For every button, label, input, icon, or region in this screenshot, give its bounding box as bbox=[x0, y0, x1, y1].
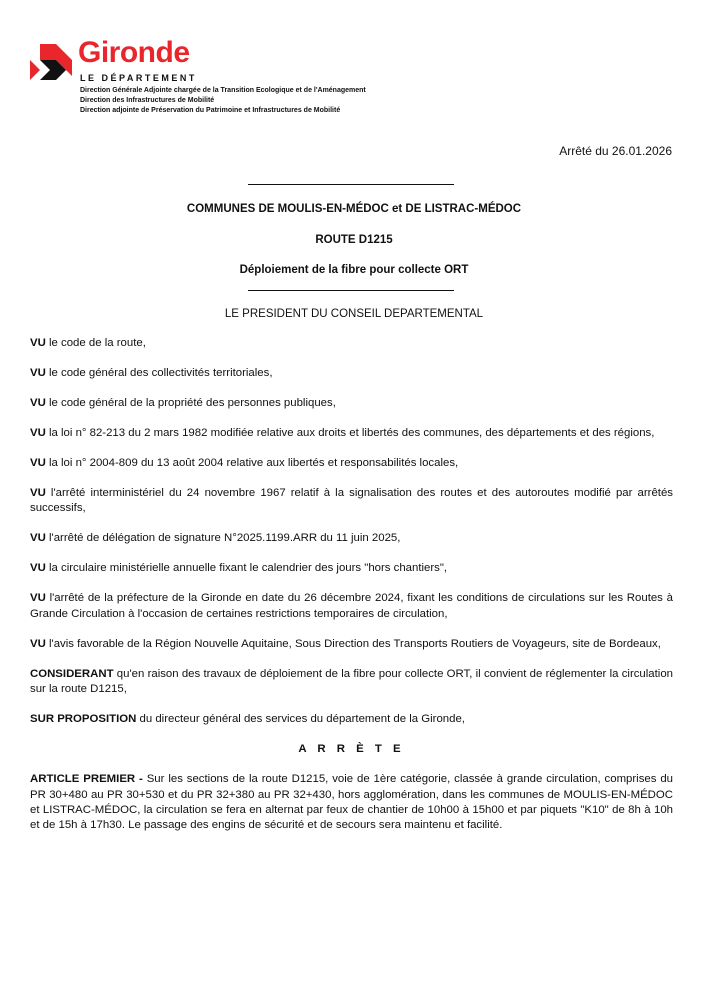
visa-paragraph: VU le code général de la propriété des personnes publiques, bbox=[30, 397, 336, 409]
arrete-date: Arrêté du 26.01.2026 bbox=[559, 144, 672, 158]
visa-paragraph: VU la loi n° 82-213 du 2 mars 1982 modifiée relative aux droits et libertés des communes, des départements et des régions, bbox=[30, 427, 655, 439]
gironde-logo-icon bbox=[26, 40, 76, 90]
divider-bottom bbox=[248, 290, 454, 291]
visa-paragraph: VU l'avis favorable de la Région Nouvelle Aquitaine, Sous Direction des Transports Routiers de Voyageurs, site de Bordeaux, bbox=[30, 637, 661, 650]
object-title: Déploiement de la fibre pour collecte ORT bbox=[239, 264, 469, 276]
communes-title: COMMUNES DE MOULIS-EN-MÉDOC et DE LISTRAC-MÉDOC bbox=[186, 203, 522, 215]
logo-subtitle: LE DÉPARTEMENT bbox=[80, 73, 197, 83]
logo-name: Gironde bbox=[78, 36, 190, 69]
letterhead bbox=[26, 36, 446, 126]
arrete-heading: A R R È T E bbox=[298, 743, 405, 756]
considerant-paragraph: CONSIDERANT qu'en raison des travaux de déploiement de la fibre pour collecte ORT, il convient de réglementer la circulation sur la route D1215, bbox=[30, 667, 673, 696]
arrete-body bbox=[30, 336, 673, 848]
directions-block bbox=[80, 86, 366, 116]
visa-paragraph: VU l'arrêté de la préfecture de la Gironde en date du 26 décembre 2024, fixant les conditions de circulations sur les Routes à Grande Circulation à l'occasion de certaines restrictions temporaires de circulation, bbox=[30, 592, 673, 620]
visa-paragraph: VU le code général des collectivités territoriales, bbox=[30, 367, 273, 379]
visa-paragraph: VU l'arrêté interministériel du 24 novembre 1967 relatif à la signalisation des routes et des autoroutes modifié par arrêtés successifs, bbox=[30, 487, 673, 515]
visa-paragraph: VU la circulaire ministérielle annuelle fixant le calendrier des jours "hors chantiers", bbox=[30, 562, 448, 575]
divider-top bbox=[248, 184, 454, 185]
direction-line: Direction Générale Adjointe chargée de la Transition Ecologique et de l'Aménagement bbox=[80, 87, 366, 94]
direction-line: Direction adjointe de Préservation du Patrimoine et Infrastructures de Mobilité bbox=[80, 107, 341, 114]
visa-paragraph: VU l'arrêté de délégation de signature N°2025.1199.ARR du 11 juin 2025, bbox=[30, 532, 401, 545]
visa-paragraph: VU le code de la route, bbox=[30, 337, 146, 349]
president-title: LE PRESIDENT DU CONSEIL DEPARTEMENTAL bbox=[224, 308, 484, 320]
route-title: ROUTE D1215 bbox=[315, 234, 393, 246]
visa-paragraph: VU la loi n° 2004-809 du 13 août 2004 relative aux libertés et responsabilités locales, bbox=[30, 457, 459, 469]
article-premier: ARTICLE PREMIER - Sur les sections de la route D1215, voie de 1ère catégorie, classée à grande circulation, comprises du PR 30+480 au PR 30+530 et du PR 32+380 au PR 32+430, hors agglomération, dans les communes de MOULIS-EN-MÉDOC et LISTRAC-MÉDOC, la circulation se fera en alternat par feux de chantier de 10h00 à 15h00 et par piquets "K10" de 8h à 10h et de 15h à 17h30. Le passage des engins de sécurité et de secours sera maintenu et facilité. bbox=[30, 773, 673, 832]
proposition-paragraph: SUR PROPOSITION du directeur général des services du département de la Gironde, bbox=[30, 713, 465, 726]
direction-line: Direction des Infrastructures de Mobilité bbox=[80, 97, 215, 104]
